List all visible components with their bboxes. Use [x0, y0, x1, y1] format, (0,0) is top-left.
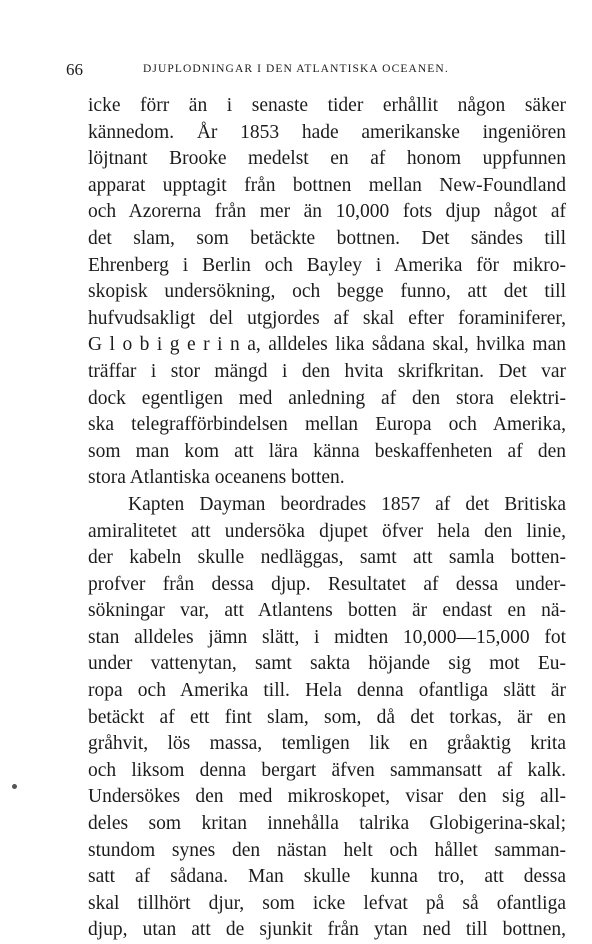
text-line: skal tillhört djur, som icke lefvat på så ofantliga: [88, 892, 566, 914]
text-line: stundom synes den nästan helt och hållet samman-: [88, 839, 566, 861]
text-line: under vattenytan, samt sakta höjande sig mot Eu-: [88, 653, 566, 675]
text-line: kännedom. År 1853 hade amerikanske ingeniören: [88, 121, 566, 143]
text-line: ropa och Amerika till. Hela denna ofantliga slätt är: [88, 680, 566, 702]
text-line: och liksom denna bergart äfven sammansatt af kalk.: [88, 759, 566, 781]
text-line: skopisk undersökning, och begge funno, att det till: [88, 281, 566, 303]
paragraph-end-line: stora Atlantiska oceanens botten.: [88, 467, 345, 489]
running-head: [0, 60, 592, 82]
text-line: dock egentligen med anledning af den stora elektri-: [88, 387, 566, 409]
text-line: hufvudsakligt del utgjordes af skal efter foraminiferer,: [88, 307, 566, 329]
text-line: Ehrenberg i Berlin och Bayley i Amerika för mikro-: [88, 254, 566, 276]
text-line: sökningar var, att Atlantens botten är endast en nä-: [88, 600, 566, 622]
text-line: träffar i stor mängd i den hvita skrifkritan. Det var: [88, 360, 566, 382]
text-line: deles som kritan innehålla talrika Globigerina-skal;: [88, 813, 566, 835]
text-line: ska telegrafförbindelsen mellan Europa och Amerika,: [88, 414, 566, 436]
text-line: det slam, som betäckte bottnen. Det sändes till: [88, 227, 566, 249]
text-line: Undersökes den med mikroskopet, visar den sig all-: [88, 786, 566, 808]
running-title: DJUPLODNINGAR I DEN ATLANTISKA OCEANEN.: [143, 63, 449, 75]
text-line: satt af sådana. Man skulle kunna tro, att dessa: [88, 866, 566, 888]
text-line: som man kom att lära känna beskaffenheten af den: [88, 440, 566, 462]
text-line: stan alldeles jämn slätt, i midten 10,000—15,000 fot: [88, 626, 566, 648]
text-line: löjtnant Brooke medelst en af honom uppfunnen: [88, 148, 566, 170]
text-line: och Azorerna från mer än 10,000 fots djup något af: [88, 201, 566, 223]
text-line: profver från dessa djup. Resultatet af dessa under-: [88, 573, 566, 595]
text-line: apparat upptagit från bottnen mellan New-Foundland: [88, 174, 566, 196]
text-line: betäckt af ett fint slam, som, då det torkas, är en: [88, 706, 566, 728]
body-text: [88, 93, 566, 944]
text-line: G l o b i g e r i n a, alldeles lika sådana skal, hvilka man: [88, 334, 566, 356]
paragraph-start-line: Kapten Dayman beordrades 1857 af det Britiska: [128, 493, 566, 515]
text-line: djup, utan att de sjunkit från ytan ned till bottnen,: [88, 919, 566, 941]
text-line: gråhvit, lös massa, temligen lik en gråaktig krita: [88, 733, 566, 755]
text-line: amiralitetet att undersöka djupet öfver hela den linie,: [88, 520, 566, 542]
text-line: der kabeln skulle nedläggas, samt att samla botten-: [88, 547, 566, 569]
ink-speck: [12, 784, 17, 789]
text-line: icke förr än i senaste tider erhållit någon säker: [88, 95, 566, 116]
page-number: 66: [66, 60, 83, 79]
